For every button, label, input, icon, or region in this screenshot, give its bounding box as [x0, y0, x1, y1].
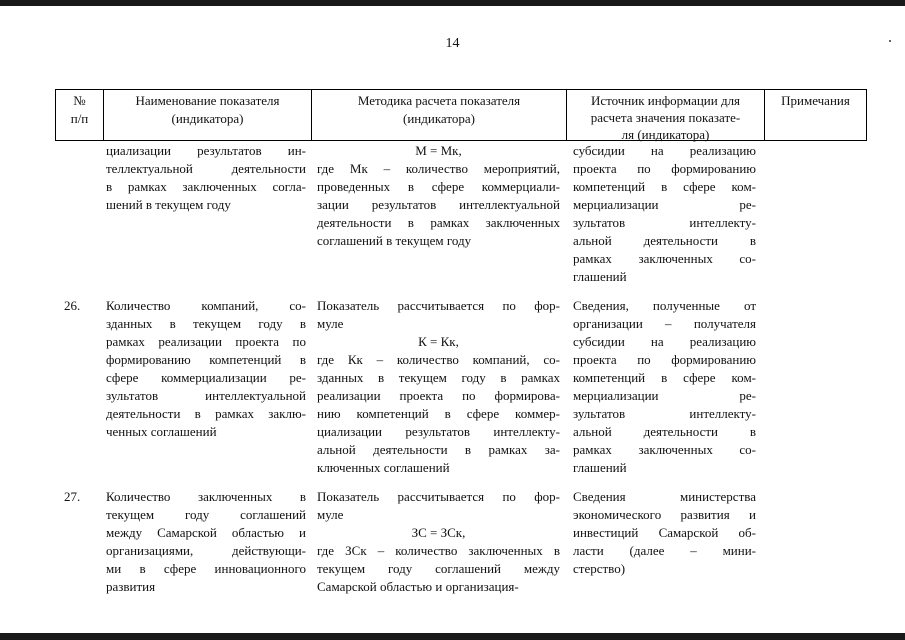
page-number: 14 [445, 36, 460, 51]
header-col-method: Методика расчета показателя (индикатора) [311, 89, 566, 141]
row-26-method: Показатель рассчитывается по фор- муле К = Кк, где Кк – количество компаний, со- зданных в текущем году в рамках реализации проекта по формирова- нию компетенций в сфере коммер- циализации результатов интеллекту- альной деятельности в рамках за- ключенных соглашений [317, 298, 560, 475]
row-27-method: Показатель рассчитывается по фор- муле ЗС = ЗСк, где ЗСк – количество заключенных в текущем году соглашений между Самарской областью и организация- [317, 489, 560, 594]
scan-edge-bottom [0, 633, 905, 640]
row-continuation-method: М = Мк, где Мк – количество мероприятий, проведенных в сфере коммерциали- зации результатов интеллектуальной деятельности в рамках заключенных соглашений в текущем году [317, 143, 560, 248]
row-26-source: Сведения, полученные от организации – получателя субсидии на реализацию проекта по формированию компетенций в сфере ком- мерциализации ре- зультатов интеллекту- альной деятельности в рамках заключенных со- глашений [573, 298, 756, 475]
header-col-indicator-name: Наименование показателя (индикатора) [103, 89, 311, 141]
header-col-source: Источник информации для расчета значения показате- ля (индикатора) [566, 89, 764, 141]
row-26-number: 26. [64, 298, 81, 313]
header-col-number: № п/п [55, 89, 103, 141]
scan-edge-top [0, 0, 905, 6]
row-27-name: Количество заключенных в текущем году соглашений между Самарской областью и организациями, действующи- ми в сфере инновационного развития [106, 489, 306, 594]
row-26-name: Количество компаний, со- зданных в текущем году в рамках реализации проекта по формированию компетенций в сфере коммерциализации ре- зультатов интеллектуальной деятельности в рамках заклю- ченных соглашений [106, 298, 306, 439]
row-27-number: 27. [64, 489, 81, 504]
row-continuation-name: циализации результатов ин- теллектуальной деятельности в рамках заключенных согла- шений в текущем году [106, 143, 306, 212]
header-col-notes: Примечания [764, 89, 867, 141]
row-27-source: Сведения министерства экономического развития и инвестиций Самарской об- ласти (далее – мини- стерство) [573, 489, 756, 576]
row-continuation-source: субсидии на реализацию проекта по формированию компетенций в сфере ком- мерциализации ре- зультатов интеллекту- альной деятельности в рамках заключенных со- глашений [573, 143, 756, 284]
